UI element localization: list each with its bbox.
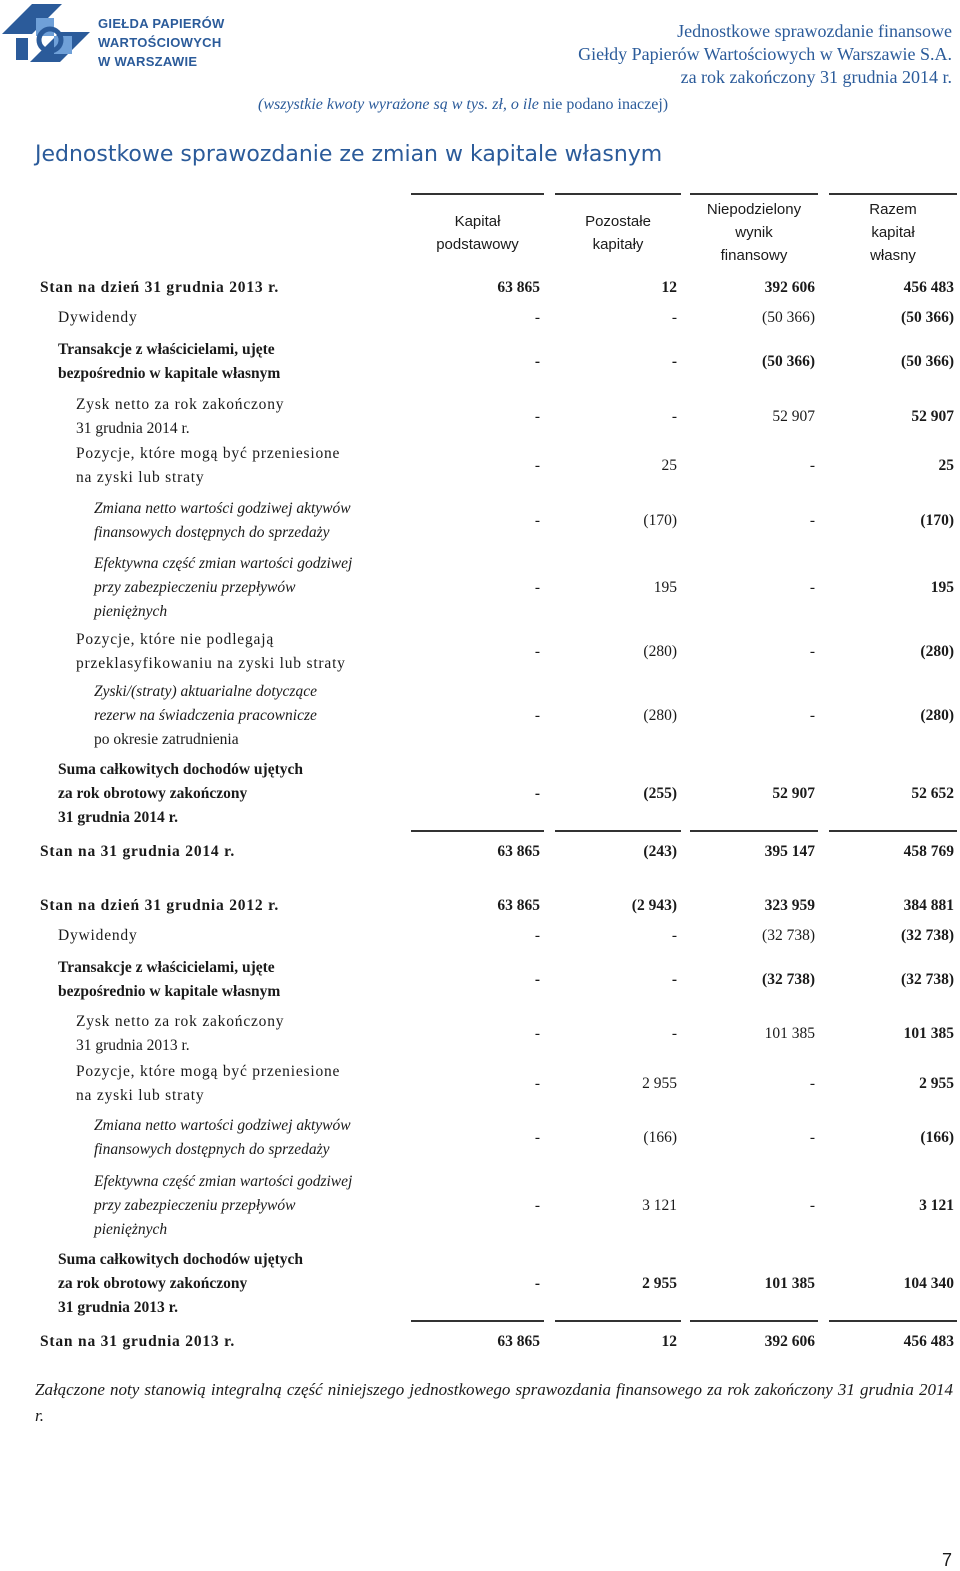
cell: - bbox=[671, 408, 677, 425]
cell: (166) bbox=[920, 1129, 954, 1146]
cell: - bbox=[534, 353, 540, 370]
cell: 25 bbox=[938, 457, 954, 474]
cell: - bbox=[534, 707, 540, 724]
total-rule bbox=[690, 1320, 818, 1322]
row-label: Zmiana netto wartości godziwej aktywów finansowych dostępnych do sprzedaży bbox=[94, 1117, 351, 1158]
cell: 323 959 bbox=[764, 897, 815, 914]
row-label: Dywidendy bbox=[58, 309, 138, 326]
cell: - bbox=[671, 353, 677, 370]
logo-line-2: WARTOŚCIOWYCH bbox=[98, 35, 222, 50]
row-label: Zysk netto za rok zakończony 31 grudnia 2013 r. bbox=[76, 1013, 285, 1054]
logo-text bbox=[98, 14, 225, 71]
total-rule bbox=[555, 1320, 681, 1322]
row-label: Stan na 31 grudnia 2014 r. bbox=[40, 843, 236, 860]
cell: (280) bbox=[920, 707, 954, 724]
logo-line-1: GIEŁDA PAPIERÓW bbox=[98, 16, 225, 31]
cell: 392 606 bbox=[764, 279, 815, 296]
logo-line-3: W WARSZAWIE bbox=[98, 54, 198, 69]
gpw-logo-icon bbox=[2, 4, 90, 62]
col-rule-3 bbox=[690, 193, 818, 195]
cell: - bbox=[534, 643, 540, 660]
row-label: Stan na 31 grudnia 2013 r. bbox=[40, 1333, 236, 1350]
header-line-3: za rok zakończony 31 grudnia 2014 r. bbox=[680, 67, 952, 87]
cell: 25 bbox=[661, 457, 677, 474]
cell: 12 bbox=[661, 279, 677, 296]
cell: - bbox=[534, 785, 540, 802]
col-header-line: Kapitał bbox=[454, 213, 501, 230]
cell: 384 881 bbox=[903, 897, 954, 914]
col-header-line: kapitał bbox=[871, 224, 915, 241]
cell: (243) bbox=[643, 843, 677, 860]
cell: 456 483 bbox=[903, 279, 954, 296]
cell: 456 483 bbox=[903, 1333, 954, 1350]
col-header-line: kapitały bbox=[592, 236, 644, 253]
col-header-total-equity bbox=[829, 198, 957, 267]
col-header-line: wynik bbox=[735, 224, 773, 241]
col-header-line: własny bbox=[870, 247, 916, 264]
cell: (280) bbox=[920, 643, 954, 660]
cell: 101 385 bbox=[903, 1025, 954, 1042]
cell: - bbox=[809, 643, 815, 660]
cell: - bbox=[534, 309, 540, 326]
row-label: Pozycje, które mogą być przeniesione na zyski lub straty bbox=[76, 445, 341, 486]
cell: 52 907 bbox=[772, 408, 815, 425]
col-rule-4 bbox=[829, 193, 957, 195]
amounts-note-plain: nie podano inaczej) bbox=[538, 96, 669, 113]
cell: (2 943) bbox=[631, 897, 677, 914]
cell: 195 bbox=[930, 579, 954, 596]
col-header-retained-earnings bbox=[690, 198, 818, 267]
cell: 2 955 bbox=[642, 1275, 677, 1292]
total-rule bbox=[411, 830, 544, 832]
cell: 195 bbox=[653, 579, 677, 596]
cell: 395 147 bbox=[764, 843, 815, 860]
col-header-line: Pozostałe bbox=[585, 213, 651, 230]
cell: - bbox=[534, 927, 540, 944]
cell: 52 652 bbox=[911, 785, 954, 802]
cell: 63 865 bbox=[497, 279, 540, 296]
cell: - bbox=[809, 457, 815, 474]
cell: - bbox=[809, 707, 815, 724]
cell: 52 907 bbox=[772, 785, 815, 802]
cell: - bbox=[534, 1275, 540, 1292]
amounts-note-italic: (wszystkie kwoty wyrażone są w tys. zł, o ile bbox=[258, 96, 539, 113]
row-label: Suma całkowitych dochodów ujętych za rok obrotowy zakończony 31 grudnia 2013 r. bbox=[58, 1251, 304, 1316]
cell: - bbox=[534, 512, 540, 529]
cell: - bbox=[809, 512, 815, 529]
cell: - bbox=[671, 1025, 677, 1042]
cell: (166) bbox=[643, 1129, 677, 1146]
row-label: Pozycje, które nie podlegają przeklasyfikowaniu na zyski lub straty bbox=[76, 631, 346, 672]
cell: (170) bbox=[920, 512, 954, 529]
cell: - bbox=[671, 927, 677, 944]
total-rule bbox=[411, 1320, 544, 1322]
row-label: Efektywna część zmian wartości godziwej przy zabezpieczeniu przepływów pieniężnych bbox=[94, 555, 353, 620]
cell: 63 865 bbox=[497, 1333, 540, 1350]
page-number: 7 bbox=[941, 1550, 952, 1570]
col-rule-1 bbox=[411, 193, 544, 195]
total-rule bbox=[829, 830, 957, 832]
row-label: Pozycje, które mogą być przeniesione na zyski lub straty bbox=[76, 1063, 341, 1104]
row-label: Zmiana netto wartości godziwej aktywów finansowych dostępnych do sprzedaży bbox=[94, 500, 351, 541]
page-title: Jednostkowe sprawozdanie ze zmian w kapitale własnym bbox=[35, 142, 663, 167]
col-header-other-capital bbox=[555, 210, 681, 256]
cell: (255) bbox=[643, 785, 677, 802]
cell: 101 385 bbox=[764, 1275, 815, 1292]
cell: - bbox=[671, 971, 677, 988]
row-label: Efektywna część zmian wartości godziwej przy zabezpieczeniu przepływów pieniężnych bbox=[94, 1173, 353, 1238]
cell: 3 121 bbox=[919, 1197, 954, 1214]
document-header bbox=[578, 20, 952, 89]
cell: - bbox=[809, 1197, 815, 1214]
row-label: Zysk netto za rok zakończony 31 grudnia 2014 r. bbox=[76, 396, 285, 437]
col-header-line: podstawowy bbox=[436, 236, 519, 253]
row-label: Dywidendy bbox=[58, 927, 138, 944]
cell: (32 738) bbox=[901, 927, 954, 944]
cell: (50 366) bbox=[901, 353, 954, 370]
cell: - bbox=[534, 457, 540, 474]
cell: 101 385 bbox=[764, 1025, 815, 1042]
cell: - bbox=[534, 1025, 540, 1042]
header-line-1: Jednostkowe sprawozdanie finansowe bbox=[677, 21, 952, 41]
cell: - bbox=[671, 309, 677, 326]
total-rule bbox=[690, 830, 818, 832]
total-rule bbox=[829, 1320, 957, 1322]
row-label: Suma całkowitych dochodów ujętych za rok obrotowy zakończony 31 grudnia 2014 r. bbox=[58, 761, 304, 826]
col-header-line: Razem bbox=[869, 201, 917, 218]
cell: (32 738) bbox=[762, 971, 815, 988]
cell: - bbox=[534, 579, 540, 596]
cell: (50 366) bbox=[762, 309, 815, 326]
row-label: Transakcje z właścicielami, ujęte bezpośrednio w kapitale własnym bbox=[58, 341, 281, 382]
row-label: Stan na dzień 31 grudnia 2012 r. bbox=[40, 897, 280, 914]
cell: - bbox=[809, 579, 815, 596]
amounts-note bbox=[258, 96, 668, 114]
cell: 104 340 bbox=[903, 1275, 954, 1292]
cell: - bbox=[809, 1129, 815, 1146]
cell: 52 907 bbox=[911, 408, 954, 425]
cell: (170) bbox=[643, 512, 677, 529]
gpw-logo bbox=[2, 4, 90, 62]
cell: 63 865 bbox=[497, 843, 540, 860]
cell: 392 606 bbox=[764, 1333, 815, 1350]
row-label: Stan na dzień 31 grudnia 2013 r. bbox=[40, 279, 280, 296]
row-label: Zyski/(straty) aktuarialne dotyczące rezerw na świadczenia pracownicze po okresie zatrudnienia bbox=[94, 683, 317, 748]
total-rule bbox=[555, 830, 681, 832]
cell: 63 865 bbox=[497, 897, 540, 914]
header-line-2: Giełdy Papierów Wartościowych w Warszawie S.A. bbox=[578, 44, 952, 64]
cell: - bbox=[534, 1075, 540, 1092]
cell: 458 769 bbox=[903, 843, 954, 860]
cell: (280) bbox=[643, 707, 677, 724]
cell: 3 121 bbox=[642, 1197, 677, 1214]
row-label: Transakcje z właścicielami, ujęte bezpośrednio w kapitale własnym bbox=[58, 959, 281, 1000]
cell: 12 bbox=[661, 1333, 677, 1350]
cell: - bbox=[534, 971, 540, 988]
cell: - bbox=[534, 1197, 540, 1214]
col-header-share-capital bbox=[411, 210, 544, 256]
cell: (32 738) bbox=[762, 927, 815, 944]
cell: (32 738) bbox=[901, 971, 954, 988]
col-header-line: finansowy bbox=[720, 247, 788, 264]
cell: - bbox=[534, 408, 540, 425]
cell: (50 366) bbox=[762, 353, 815, 370]
cell: (50 366) bbox=[901, 309, 954, 326]
cell: - bbox=[534, 1129, 540, 1146]
cell: 2 955 bbox=[919, 1075, 954, 1092]
cell: - bbox=[809, 1075, 815, 1092]
col-header-line: Niepodzielony bbox=[706, 201, 802, 218]
footer-note: Załączone noty stanowią integralną część niniejszego jednostkowego sprawozdania finansowego za rok zakończony 31 grudnia 2014 r. bbox=[35, 1380, 953, 1425]
cell: (280) bbox=[643, 643, 677, 660]
cell: 2 955 bbox=[642, 1075, 677, 1092]
col-rule-2 bbox=[555, 193, 681, 195]
